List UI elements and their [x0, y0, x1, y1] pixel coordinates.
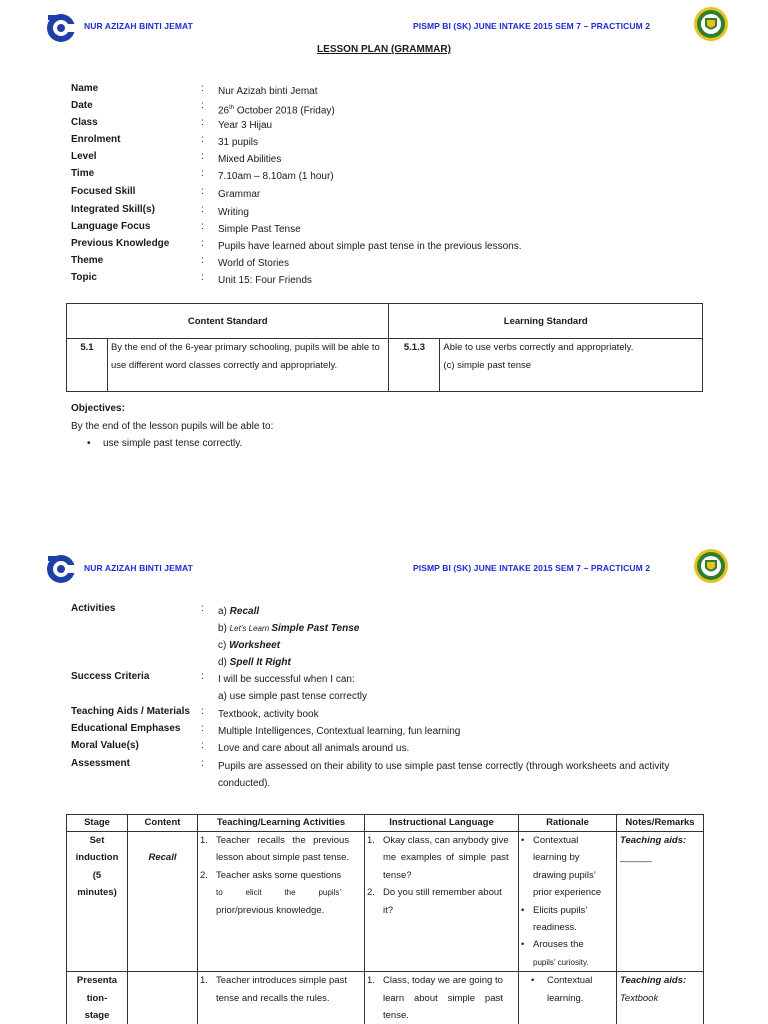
activity-item	[218, 603, 711, 620]
institute-logo-icon	[46, 13, 76, 43]
header-author-name: NUR AZIZAH BINTI JEMAT	[84, 21, 193, 31]
info-row-time	[71, 168, 711, 185]
info-label: Name	[71, 83, 99, 94]
info-value: I will be successful when I can:	[218, 674, 355, 685]
activity-step	[200, 832, 360, 867]
info-value: World of Stories	[218, 258, 289, 269]
step-line: Teacher introduces simple past	[216, 975, 347, 987]
activities-row	[71, 620, 711, 637]
activity-text: Worksheet	[229, 640, 281, 651]
info-colon: :	[201, 255, 204, 266]
info-colon: :	[201, 671, 204, 682]
step-line: tense.	[383, 1010, 409, 1022]
info-value: Grammar	[218, 189, 261, 200]
info-value: Nur Azizah binti Jemat	[218, 86, 318, 97]
date-rest: October 2018 (Friday)	[234, 105, 335, 117]
info-colon: :	[201, 151, 204, 162]
bullet-icon: •	[531, 975, 535, 987]
info-label: Integrated Skill(s)	[71, 204, 155, 215]
info-colon: :	[201, 168, 204, 179]
stage-line: Presenta	[76, 975, 118, 987]
language-cell	[365, 832, 519, 972]
column-header: Instructional Language	[365, 815, 519, 832]
step-line: Teacher asks some questions	[216, 869, 342, 881]
column-header: Teaching/Learning Activities	[198, 815, 365, 832]
activity-small-text: Let’s Learn	[229, 624, 272, 633]
objectives-intro: By the end of the lesson pupils will be able to:	[71, 421, 274, 432]
educational-emphases-row	[71, 723, 711, 740]
notes-value: Textbook	[620, 992, 659, 1004]
info-colon: :	[201, 740, 204, 751]
language-step	[367, 972, 514, 1024]
info-label: Success Criteria	[71, 671, 150, 682]
activities-cell	[198, 832, 365, 972]
step-line: tense and recalls the rules.	[216, 992, 330, 1004]
activity-step	[200, 972, 360, 1007]
content-standard-text: By the end of the 6-year primary schooling, pupils will be able to use different word classes correctly and appropriately.	[107, 339, 389, 392]
step-line: Teacher recalls the previous	[216, 835, 350, 846]
step-line: to elicit the pupils’	[216, 888, 342, 898]
info-label: Moral Value(s)	[71, 740, 139, 751]
info-value: Pupils have learned about simple past tense in the previous lessons.	[218, 241, 522, 252]
bullet-icon: •	[521, 939, 525, 951]
step-number: 1.	[367, 835, 375, 846]
step-number: 1.	[367, 975, 375, 987]
objective-text: use simple past tense correctly.	[103, 438, 243, 449]
page-header-2	[0, 551, 768, 595]
rationale-line: Arouses the	[533, 939, 584, 951]
info-value: Simple Past Tense	[218, 224, 301, 235]
info-value: Year 3 Hijau	[218, 120, 273, 131]
header-course-title: PISMP BI (SK) JUNE INTAKE 2015 SEM 7 – PRACTICUM 2	[413, 563, 651, 573]
rationale-line: pupils’ curiosity.	[533, 957, 589, 967]
stage-line: tion-	[86, 992, 108, 1004]
bullet-icon: •	[521, 904, 525, 916]
rationale-line: Contextual	[533, 835, 579, 846]
rationale-item	[521, 832, 614, 902]
info-label: Educational Emphases	[71, 723, 181, 734]
step-line: Class, today we are going to	[383, 975, 503, 987]
bullet-icon: •	[521, 835, 525, 846]
rationale-text	[533, 936, 589, 971]
content-standard-header: Content Standard	[67, 304, 389, 339]
activity-text: Recall	[229, 606, 260, 617]
step-text	[216, 832, 349, 867]
column-header: Stage	[67, 815, 128, 832]
step-line: lesson about simple past tense.	[216, 852, 350, 864]
info-row-previous-knowledge	[71, 238, 711, 255]
rationale-line: drawing pupils’	[533, 869, 596, 881]
institute-logo-icon	[46, 554, 76, 584]
stage-cell	[67, 832, 128, 972]
info-colon: :	[201, 117, 204, 128]
info-label: Date	[71, 100, 93, 111]
rationale-line: Contextual	[547, 975, 593, 987]
document-title: LESSON PLAN (GRAMMAR)	[317, 44, 451, 55]
info-colon: :	[201, 723, 204, 734]
language-step	[367, 884, 514, 919]
info-row-theme	[71, 255, 711, 272]
info-value	[218, 758, 711, 792]
stage-line: (5	[92, 869, 102, 881]
rationale-text	[533, 902, 587, 937]
info-value: 7.10am – 8.10am (1 hour)	[218, 171, 334, 182]
objective-item	[87, 438, 242, 449]
language-step	[367, 832, 514, 884]
stage-cell	[67, 972, 128, 1024]
rationale-line: learning.	[547, 992, 584, 1004]
teaching-aids-row	[71, 706, 711, 723]
info-colon: :	[201, 706, 204, 717]
info-value: Unit 15: Four Friends	[218, 275, 312, 286]
content-cell: Recall	[128, 832, 198, 972]
info-value: Textbook, activity book	[218, 709, 319, 720]
info-row-integrated-skills	[71, 204, 711, 221]
content-standard-code: 5.1	[67, 339, 108, 392]
info-value: Mixed Abilities	[218, 154, 282, 165]
assessment-row	[71, 758, 711, 792]
rationale-line: prior experience	[533, 887, 602, 899]
step-line: tense?	[383, 869, 412, 881]
info-label: Level	[71, 151, 97, 162]
rationale-item	[521, 902, 614, 937]
learning-standard-line: (c) simple past tense	[443, 360, 532, 371]
date-day: 26	[218, 105, 230, 117]
header-course-title: PISMP BI (SK) JUNE INTAKE 2015 SEM 7 – PRACTICUM 2	[413, 21, 651, 31]
step-line: prior/previous knowledge.	[216, 904, 325, 916]
step-line: Do you still remember about	[383, 887, 502, 899]
info-label: Focused Skill	[71, 186, 136, 197]
rationale-text	[533, 832, 601, 902]
activity-prefix: c)	[218, 640, 230, 651]
school-crest-icon	[693, 548, 729, 584]
stage-line: induction	[75, 852, 119, 864]
table-row	[67, 972, 704, 1024]
info-label: Enrolment	[71, 134, 121, 145]
assessment-line: Pupils are assessed on their ability to use simple past tense correctly (through worksheets and activity	[218, 761, 670, 772]
info-value: Multiple Intelligences, Contextual learning, fun learning	[218, 726, 461, 737]
learning-standard-line: Able to use verbs correctly and appropriately.	[443, 342, 634, 353]
activity-step	[200, 867, 360, 919]
info-label: Teaching Aids / Materials	[71, 706, 190, 717]
rationale-cell	[519, 972, 617, 1024]
info-row-date	[71, 100, 711, 117]
notes-value: ______	[620, 852, 652, 864]
step-line: learn about simple past	[383, 992, 503, 1004]
stage-line: stage	[84, 1010, 110, 1022]
step-line: Okay class, can anybody give	[383, 835, 509, 846]
activity-text: Spell It Right	[229, 657, 291, 668]
info-colon: :	[201, 272, 204, 283]
info-colon: :	[201, 238, 204, 249]
language-cell	[365, 972, 519, 1024]
step-number: 2.	[200, 869, 208, 881]
header-author-name: NUR AZIZAH BINTI JEMAT	[84, 563, 193, 573]
assessment-line: conducted).	[218, 778, 271, 789]
info-colon: :	[201, 186, 204, 197]
info-value: 31 pupils	[218, 137, 259, 148]
activity-text: Simple Past Tense	[271, 623, 360, 634]
info-label: Assessment	[71, 758, 130, 769]
info-row-name	[71, 83, 711, 100]
activity-prefix: b)	[218, 623, 230, 634]
notes-label: Teaching aids:	[620, 975, 687, 987]
rationale-text	[543, 972, 592, 1007]
rationale-item	[531, 972, 614, 1007]
stage-line: minutes)	[77, 887, 117, 899]
bullet-icon: •	[87, 438, 91, 449]
step-text	[383, 884, 502, 919]
info-colon: :	[201, 204, 204, 215]
info-label: Activities	[71, 603, 116, 614]
column-header: Rationale	[519, 815, 617, 832]
date-suffix: th	[229, 105, 235, 111]
info-colon: :	[201, 100, 204, 111]
notes-cell	[617, 972, 704, 1024]
step-line: it?	[383, 904, 394, 916]
rationale-line: Elicits pupils’	[533, 904, 588, 916]
rationale-line: learning by	[533, 852, 580, 864]
info-label: Theme	[71, 255, 104, 266]
learning-standard-text	[440, 339, 703, 392]
info-row-focused-skill	[71, 186, 711, 203]
info-label: Language Focus	[71, 221, 151, 232]
success-criteria-row	[71, 688, 711, 705]
info-label: Time	[71, 168, 95, 179]
step-number: 1.	[200, 975, 208, 987]
school-crest-icon	[693, 6, 729, 42]
step-text	[383, 972, 503, 1024]
activity-prefix: d)	[218, 657, 230, 668]
lesson-steps-table	[66, 814, 704, 1024]
activity-item	[218, 620, 711, 637]
info-label: Previous Knowledge	[71, 238, 170, 249]
info-colon: :	[201, 83, 204, 94]
activity-item	[218, 637, 711, 654]
info-row-language-focus	[71, 221, 711, 238]
objectives-heading: Objectives:	[71, 403, 125, 414]
info-label: Topic	[71, 272, 97, 283]
info-row-topic	[71, 272, 711, 289]
info-colon: :	[201, 134, 204, 145]
table-row	[67, 832, 704, 972]
stage-line: Set	[89, 835, 105, 846]
info-colon: :	[201, 758, 204, 769]
step-text	[383, 832, 509, 884]
info-row-level	[71, 151, 711, 168]
standards-table	[66, 303, 703, 392]
info-label: Class	[71, 117, 98, 128]
step-number: 1.	[200, 835, 208, 846]
activities-row	[71, 654, 711, 671]
info-row-class	[71, 117, 711, 134]
success-criteria-row	[71, 671, 711, 688]
step-text	[216, 972, 347, 1007]
activity-item	[218, 654, 711, 671]
rationale-item	[521, 936, 614, 971]
activities-row	[71, 637, 711, 654]
activity-prefix: a)	[218, 606, 230, 617]
step-line: me examples of simple past	[383, 852, 509, 864]
content-cell	[128, 972, 198, 1024]
rationale-cell	[519, 832, 617, 972]
activities-row	[71, 603, 711, 620]
info-row-enrolment	[71, 134, 711, 151]
info-value: Writing	[218, 207, 249, 218]
moral-values-row	[71, 740, 711, 757]
info-colon: :	[201, 221, 204, 232]
step-text	[216, 867, 341, 919]
info-colon: :	[201, 603, 204, 614]
learning-standard-code: 5.1.3	[389, 339, 440, 392]
column-header: Content	[128, 815, 198, 832]
rationale-line: readiness.	[533, 922, 577, 934]
info-value: Love and care about all animals around us.	[218, 743, 410, 754]
notes-label: Teaching aids:	[620, 835, 687, 846]
activities-cell	[198, 972, 365, 1024]
column-header: Notes/Remarks	[617, 815, 704, 832]
step-number: 2.	[367, 887, 375, 899]
learning-standard-header: Learning Standard	[389, 304, 703, 339]
notes-cell	[617, 832, 704, 972]
info-value: a) use simple past tense correctly	[218, 691, 367, 702]
